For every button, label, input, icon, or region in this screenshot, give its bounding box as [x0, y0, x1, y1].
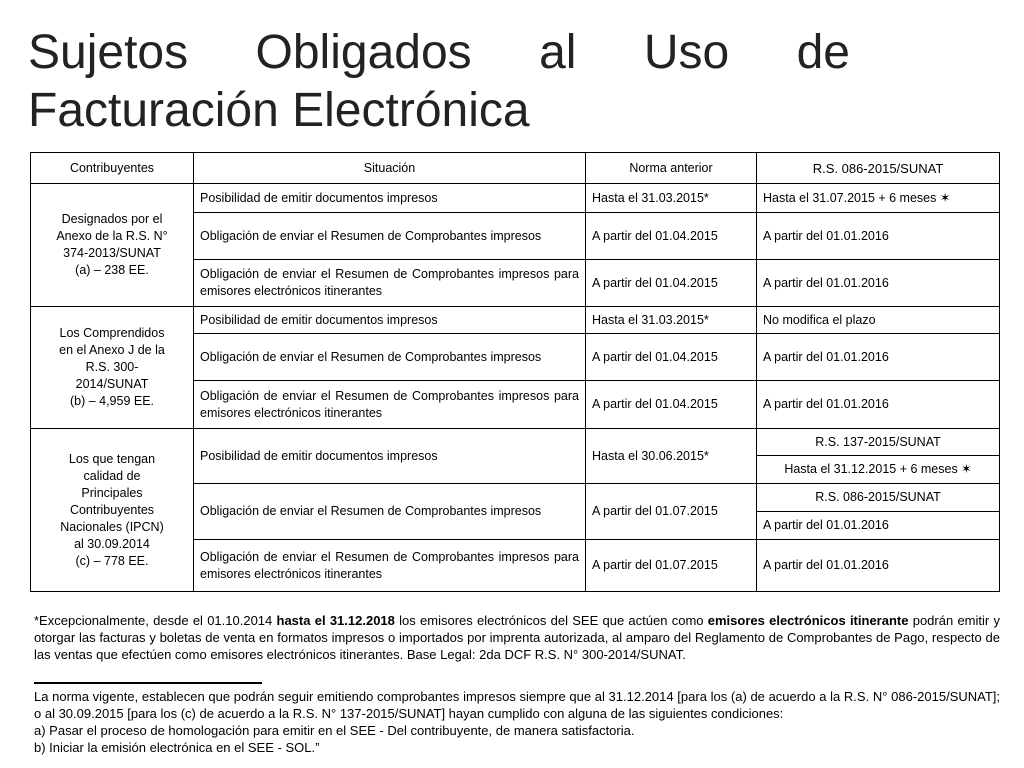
header-norma-anterior: Norma anterior: [586, 153, 757, 184]
title-line-2: Facturación Electrónica: [28, 84, 530, 137]
rs-cell: R.S. 086-2015/SUNAT: [757, 484, 1000, 512]
norma-cell: Hasta el 31.03.2015*: [586, 307, 757, 334]
norma-cell: Hasta el 31.03.2015*: [586, 184, 757, 213]
norma-cell: A partir del 01.04.2015: [586, 213, 757, 260]
table-row: [31, 184, 1000, 213]
rs-cell: A partir del 01.01.2016: [757, 512, 1000, 540]
footnote: *Excepcionalmente, desde el 01.10.2014 hasta el 31.12.2018 los emisores electrónicos del SEE que actúen como emisores electrónicos itinerante podrán emitir y otorgar las facturas y boletas de venta en formatos impresos o importados por imprenta autorizada, al amparo del Reglamento de Comprobantes de Pago, respecto de las ventas que efectúen como emisores electrónicos itinerantes. Base Legal: 2da DCF R.S. N° 300-2014/SUNAT.: [34, 613, 1000, 662]
rs-cell: Hasta el 31.07.2015 + 6 meses ✶: [757, 184, 1000, 213]
table-row: [31, 307, 1000, 334]
norma-cell: A partir del 01.04.2015: [586, 381, 757, 429]
table-header-row: [31, 153, 1000, 184]
rs-cell: No modifica el plazo: [757, 307, 1000, 334]
rs-cell: Hasta el 31.12.2015 + 6 meses ✶: [757, 456, 1000, 484]
rs-cell: A partir del 01.01.2016: [757, 213, 1000, 260]
rs-cell: A partir del 01.01.2016: [757, 381, 1000, 429]
footnote-emphasis: emisores electrónicos itinerante: [707, 613, 909, 628]
norma-cell: A partir del 01.04.2015: [586, 334, 757, 381]
situacion-cell: Posibilidad de emitir documentos impresos: [194, 429, 586, 484]
norma-cell: A partir del 01.07.2015: [586, 540, 757, 592]
situacion-cell: Posibilidad de emitir documentos impresos: [194, 184, 586, 213]
title-line-1: Sujetos Obligados al Uso de: [28, 26, 850, 79]
situacion-cell: Obligación de enviar el Resumen de Comprobantes impresos para emisores electrónicos itinerantes: [194, 540, 586, 592]
situacion-cell: Obligación de enviar el Resumen de Comprobantes impresos para emisores electrónicos itinerantes: [194, 260, 586, 307]
page-title: [28, 24, 850, 140]
norma-cell: A partir del 01.04.2015: [586, 260, 757, 307]
obligations-table: [30, 152, 1000, 592]
category-c: Los que tengan calidad de Principales Contribuyentes Nacionales (IPCN) al 30.09.2014 (c) – 778 EE.: [31, 429, 194, 592]
rs-cell: R.S. 137-2015/SUNAT: [757, 429, 1000, 456]
regulation-note: La norma vigente, establecen que podrán seguir emitiendo comprobantes impresos siempre que al 31.12.2014 [para los (a) de acuerdo a la R.S. N° 086-2015/SUNAT]; o al 30.09.2015 [para los (c) de acuerdo a la R.S. N° 137-2015/SUNAT] hayan cumplido con alguna de las siguientes condiciones: a) Pasar el proceso de homologación para emitir en el SEE - Del contribuyente, de manera satisfactoria. b) Iniciar la emisión electrónica en el SEE - SOL.”: [34, 689, 1000, 755]
situacion-cell: Obligación de enviar el Resumen de Comprobantes impresos para emisores electrónicos itinerantes: [194, 381, 586, 429]
category-b: Los Comprendidos en el Anexo J de la R.S. 300- 2014/SUNAT (b) – 4,959 EE.: [31, 307, 194, 429]
divider: [34, 682, 262, 684]
header-contribuyentes: Contribuyentes: [31, 153, 194, 184]
situacion-cell: Obligación de enviar el Resumen de Comprobantes impresos: [194, 334, 586, 381]
footnote-emphasis: hasta el 31.12.2018: [276, 613, 395, 628]
norma-cell: Hasta el 30.06.2015*: [586, 429, 757, 484]
header-rs-086: R.S. 086-2015/SUNAT: [757, 153, 1000, 184]
category-a: Designados por el Anexo de la R.S. N° 374-2013/SUNAT (a) – 238 EE.: [31, 184, 194, 307]
rs-cell: A partir del 01.01.2016: [757, 334, 1000, 381]
rs-cell: A partir del 01.01.2016: [757, 260, 1000, 307]
situacion-cell: Obligación de enviar el Resumen de Comprobantes impresos: [194, 213, 586, 260]
table-row: [31, 429, 1000, 456]
rs-cell: A partir del 01.01.2016: [757, 540, 1000, 592]
situacion-cell: Obligación de enviar el Resumen de Comprobantes impresos: [194, 484, 586, 540]
situacion-cell: Posibilidad de emitir documentos impresos: [194, 307, 586, 334]
header-situacion: Situación: [194, 153, 586, 184]
norma-cell: A partir del 01.07.2015: [586, 484, 757, 540]
